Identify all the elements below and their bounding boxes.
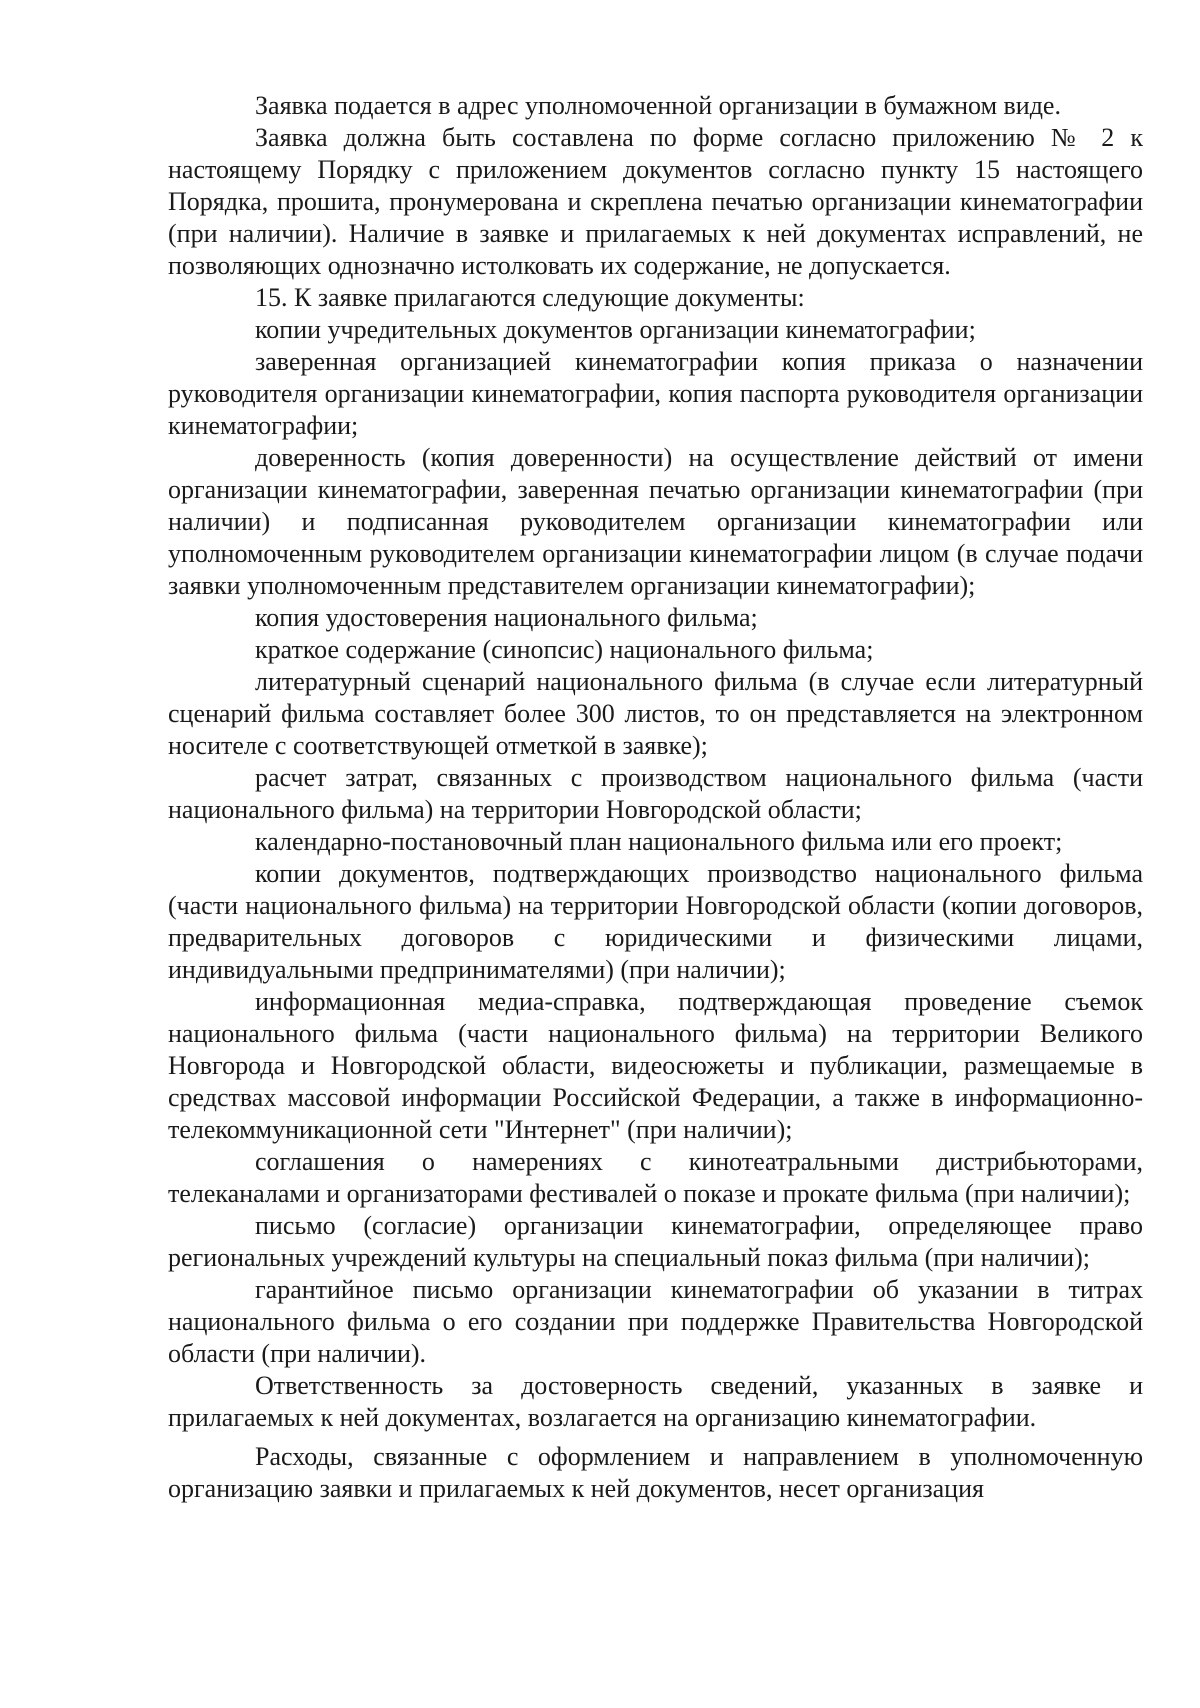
list-item-guarantee-letter: гарантийное письмо организации кинематографии об указании в титрах национального фильма о его создании при поддержке Правительства Новгородской области (при наличии). xyxy=(168,1275,1143,1368)
list-item-production-documents: копии документов, подтверждающих производство национального фильма (части национального фильма) на территории Новгородской области (копии договоров, предварительных договоров с юридическими и физическими лицами, индивидуальными предпринимателями) (при наличии); xyxy=(168,859,1143,984)
list-item-consent-letter: письмо (согласие) организации кинематографии, определяющее право региональных учреждений культуры на специальный показ фильма (при наличии); xyxy=(168,1211,1143,1272)
paragraph-responsibility: Ответственность за достоверность сведений, указанных в заявке и прилагаемых к ней документах, возлагается на организацию кинематографии. xyxy=(168,1371,1143,1432)
list-item-cost-estimate: расчет затрат, связанных с производством национального фильма (части национального фильма) на территории Новгородской области; xyxy=(168,763,1143,824)
list-item-media-report: информационная медиа-справка, подтверждающая проведение съемок национального фильма (части национального фильма) на территории Великого Новгорода и Новгородской области, видеосюжеты и публикации, размещаемые в средствах массовой информации Российской Федерации, а также в информационно-телекоммуникационной сети "Интернет" (при наличии); xyxy=(168,987,1143,1144)
paragraph-clause-15: 15. К заявке прилагаются следующие документы: xyxy=(255,283,805,312)
paragraph-application-requirements: Заявка должна быть составлена по форме согласно приложению № 2 к настоящему Порядку с приложением документов согласно пункту 15 настоящего Порядка, прошита, пронумерована и скреплена печатью организации кинематографии (при наличии). Наличие в заявке и прилагаемых к ней документах исправлений, не позволяющих однозначно истолковать их содержание, не допускается. xyxy=(168,123,1143,280)
paragraph-submission-form: Заявка подается в адрес уполномоченной организации в бумажном виде. xyxy=(255,91,1061,120)
list-item-director-appointment: заверенная организацией кинематографии копия приказа о назначении руководителя организации кинематографии, копия паспорта руководителя организации кинематографии; xyxy=(168,347,1143,440)
list-item-production-plan: календарно-постановочный план национального фильма или его проект; xyxy=(255,827,1063,856)
document-body xyxy=(168,90,1143,1505)
list-item-film-certificate: копия удостоверения национального фильма; xyxy=(255,603,758,632)
list-item-founding-documents: копии учредительных документов организации кинематографии; xyxy=(255,315,976,344)
paragraph-expenses: Расходы, связанные с оформлением и направлением в уполномоченную организацию заявки и прилагаемых к ней документов, несет организация xyxy=(168,1442,1143,1503)
list-item-synopsis: краткое содержание (синопсис) национального фильма; xyxy=(255,635,874,664)
list-item-power-of-attorney: доверенность (копия доверенности) на осуществление действий от имени организации кинематографии, заверенная печатью организации кинематографии (при наличии) и подписанная руководителем организации кинематографии или уполномоченным руководителем организации кинематографии лицом (в случае подачи заявки уполномоченным представителем организации кинематографии); xyxy=(168,443,1143,600)
list-item-distribution-agreements: соглашения о намерениях с кинотеатральными дистрибьюторами, телеканалами и организаторами фестивалей о показе и прокате фильма (при наличии); xyxy=(168,1147,1143,1208)
list-item-screenplay: литературный сценарий национального фильма (в случае если литературный сценарий фильма составляет более 300 листов, то он представляется на электронном носителе с соответствующей отметкой в заявке); xyxy=(168,667,1143,760)
